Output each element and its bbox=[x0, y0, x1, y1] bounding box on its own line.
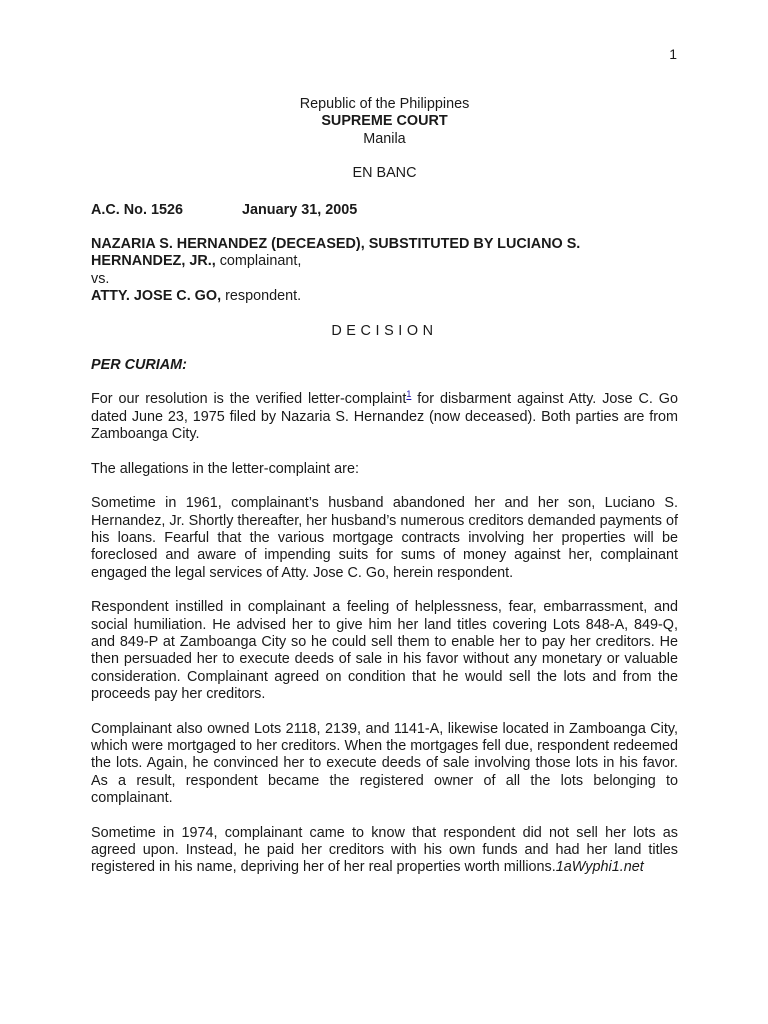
republic-line: Republic of the Philippines bbox=[299, 96, 470, 112]
paragraph-5: Complainant also owned Lots 2118, 2139, and 1141-A, likewise located in Zamboanga City, which were mortgaged to her creditors. When the mortgages fell due, respondent redeemed the lots. Again, he convinced her to execute deeds of sale involving those lots in his favor. As a result, respondent became the registered owner of all the lots belonging to complainant. bbox=[91, 720, 678, 807]
document-body bbox=[91, 96, 678, 877]
case-number: A.C. No. 1526 bbox=[91, 201, 183, 218]
respondent-name: ATTY. JOSE C. GO, bbox=[91, 288, 222, 305]
footnote-link[interactable]: 1 bbox=[406, 389, 412, 400]
paragraph-4: Respondent instilled in complainant a feeling of helplessness, fear, embarrassment, and social humiliation. He advised her to give him her land titles covering Lots 848-A, 849-Q, and 849-P at Zamboanga City so he could sell them to enable her to pay her creditors. He then persuaded her to execute deeds of sale in his favor without any monetary or valuable consideration. Complainant agreed on condition that he would sell the lots and from the proceeds pay her creditors. bbox=[91, 599, 678, 703]
division-label: EN BANC bbox=[352, 165, 417, 182]
parties-block bbox=[91, 236, 678, 306]
complainant-name: NAZARIA S. HERNANDEZ (DECEASED), SUBSTITUTED BY LUCIANO S. HERNANDEZ, JR., bbox=[91, 236, 581, 270]
complainant-line bbox=[91, 236, 678, 271]
court-city: Manila bbox=[363, 130, 406, 147]
versus-label: vs. bbox=[91, 270, 110, 287]
paragraph-1-text-end: for disbarment against Atty. Jose C. Go dated June 23, 1975 filed by Nazaria S. Hernandez (now deceased). Both parties are from Zamboanga City. bbox=[91, 391, 678, 443]
decision-title: DECISION bbox=[331, 322, 438, 339]
case-date: January 31, 2005 bbox=[242, 201, 358, 218]
respondent-role: respondent. bbox=[221, 288, 302, 305]
paragraph-6-text: Sometime in 1974, complainant came to know that respondent did not sell her lots as agreed upon. Instead, he paid her creditors with his own funds and had her land titles registered in his name, depriving her of her real properties worth millions. bbox=[91, 824, 678, 876]
paragraph-1 bbox=[91, 391, 678, 443]
paragraph-3: Sometime in 1961, complainant’s husband abandoned her and her son, Luciano S. Hernandez, Jr. Shortly thereafter, her husband’s numerous creditors demanded payments of his loans. Fearful that the various mortgage contracts involving her properties will be foreclosed and aware of impending suits for sums of money against her, complainant engaged the legal services of Atty. Jose C. Go, herein respondent. bbox=[91, 495, 678, 581]
court-name: SUPREME COURT bbox=[321, 113, 448, 130]
court-header bbox=[91, 96, 678, 148]
complainant-role: complainant, bbox=[215, 253, 302, 270]
paragraph-2: The allegations in the letter-complaint are: bbox=[91, 460, 359, 477]
paragraph-6 bbox=[91, 825, 678, 877]
per-curiam-heading: PER CURIAM: bbox=[91, 357, 187, 374]
paragraph-1-text-start: For our resolution is the verified letter-complaint bbox=[91, 391, 407, 408]
watermark-text: 1aWyphi1.net bbox=[555, 859, 644, 876]
respondent-line bbox=[91, 288, 678, 305]
page-number: 1 bbox=[669, 46, 677, 62]
case-line bbox=[91, 202, 678, 219]
